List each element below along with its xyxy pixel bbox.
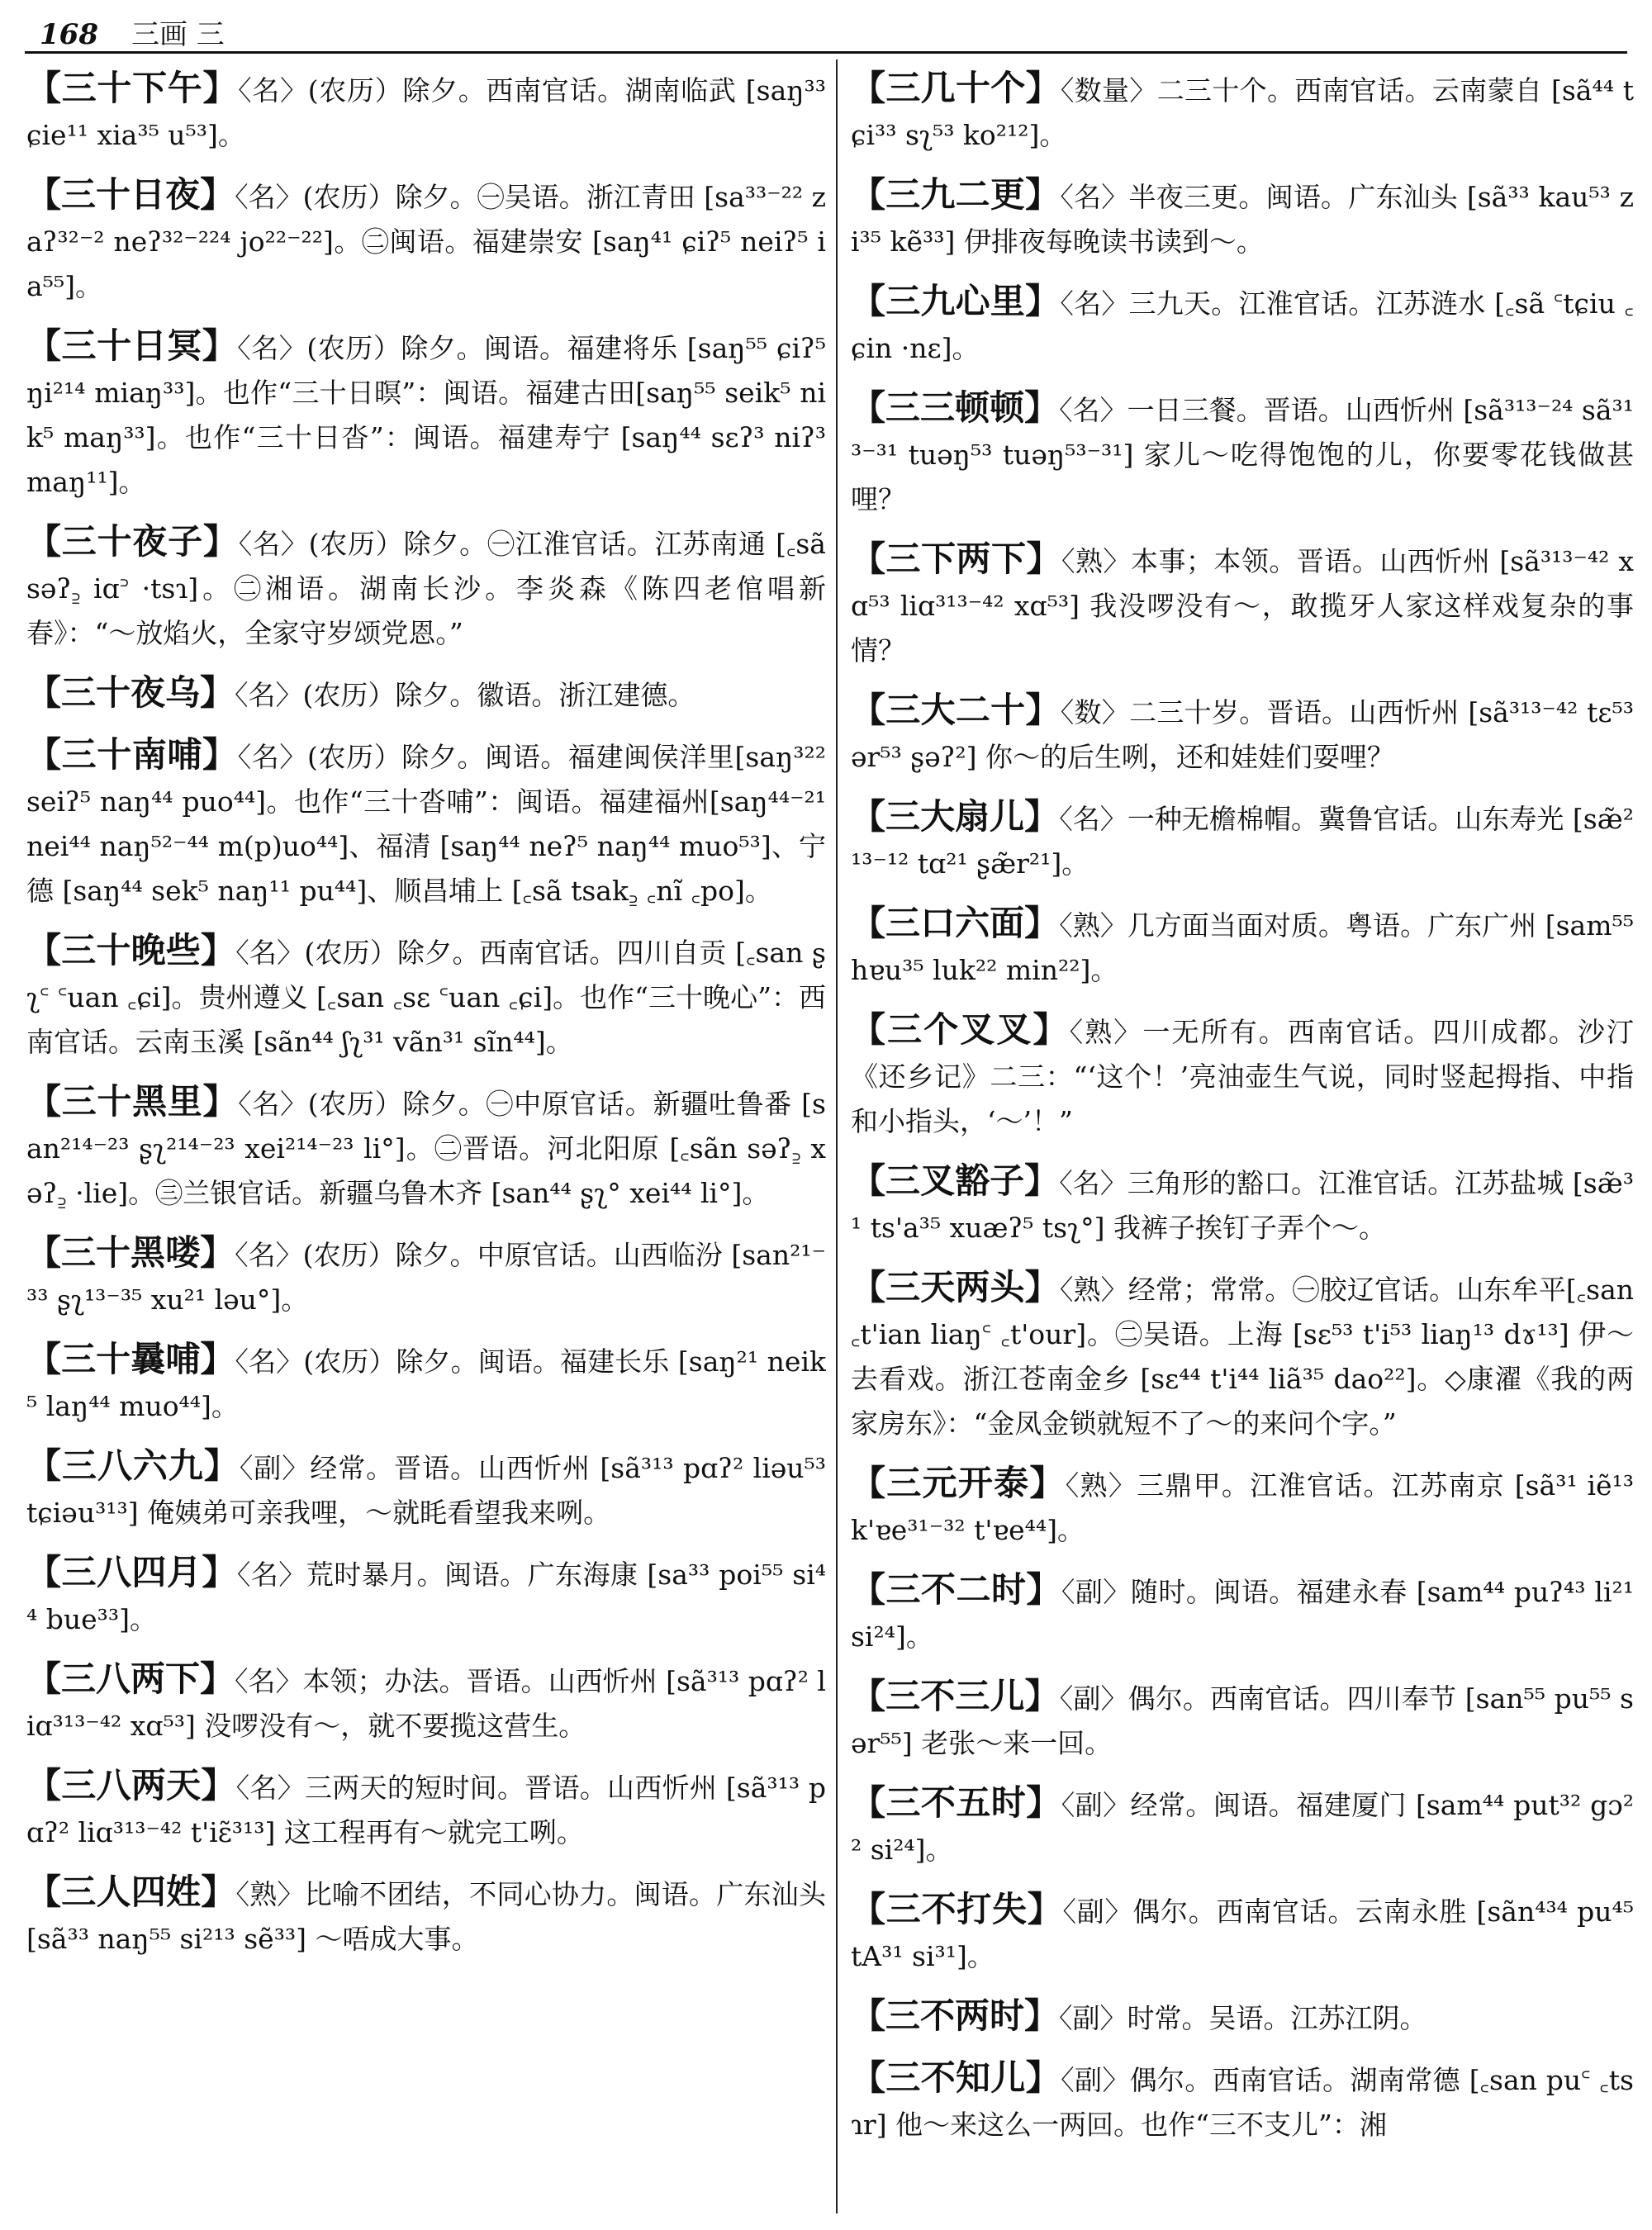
dictionary-entry bbox=[851, 1887, 1634, 1979]
entry-definition: 〈名〉(农历）除夕。㊀中原官话。新疆吐鲁番 [san²¹⁴⁻²³ ʂʅ²¹⁴⁻²³ xei²¹⁴⁻²³ li°]。㊁晋语。河北阳原 [꜀sãn səʔ꜇ xəʔ꜇ ·lie]。㊂兰银官话。新疆乌鲁木齐 [san⁴⁴ ʂʅ° xei⁴⁴ li°]。 bbox=[26, 1088, 826, 1209]
dictionary-entry bbox=[851, 1461, 1634, 1553]
dictionary-entry bbox=[851, 1568, 1634, 1659]
entry-definition: 〈数量〉二三十个。西南官话。云南蒙自 [sã⁴⁴ tɕi³³ sʅ⁵³ ko²¹²]。 bbox=[851, 74, 1634, 151]
entry-definition: 〈名〉(农历）除夕。㊀吴语。浙江青田 [sa³³⁻²² zaʔ³²⁻² neʔ³²⁻²²⁴ jo²²⁻²²]。㊁闽语。福建崇安 [saŋ⁴¹ ɕiʔ⁵ neiʔ⁵ ia⁵⁵]。 bbox=[26, 181, 826, 302]
entry-headword: 【三不打失】 bbox=[851, 1889, 1063, 1929]
entry-definition: 〈名〉(农历）除夕。西南官话。四川自贡 [꜀san ʂʅ꜂ ꜂uan ꜀ɕi]。贵州遵义 [꜀san ꜀sɛ ꜂uan ꜀ɕi]。也作“三十晚心”：西南官话。云南玉溪 [sãn⁴⁴ ʃʅ³¹ vãn³¹ sĩn⁴⁴]。 bbox=[26, 937, 826, 1058]
entry-definition: 〈名〉三角形的豁口。江淮官话。江苏盐城 [sæ̃³¹ ts'a³⁵ xuæʔ⁵ tsʅ°] 我裤子挨钉子弄个～。 bbox=[851, 1167, 1634, 1244]
running-head bbox=[40, 12, 225, 50]
dictionary-entry bbox=[851, 795, 1634, 886]
entry-headword: 【三十日冥】 bbox=[26, 325, 238, 366]
entry-definition: 〈名〉三两天的短时间。晋语。山西忻州 [sã³¹³ pɑʔ² liɑ³¹³⁻⁴² t'iɛ̃³¹³] 这工程再有～就完工咧。 bbox=[26, 1772, 826, 1848]
entry-definition: 〈熟〉几方面当面对质。粤语。广东广州 [sam⁵⁵ hɐu³⁵ luk²² min²²]。 bbox=[851, 909, 1634, 986]
entry-headword: 【三十日夜】 bbox=[26, 174, 235, 215]
entry-headword: 【三不三儿】 bbox=[851, 1676, 1060, 1716]
entry-headword: 【三十黑喽】 bbox=[26, 1232, 235, 1273]
column-divider bbox=[836, 59, 838, 2213]
entry-headword: 【三几十个】 bbox=[851, 68, 1061, 108]
entry-definition: 〈数〉二三十岁。晋语。山西忻州 [sã³¹³⁻⁴² tɛ⁵³ ər⁵³ ʂəʔ²] 你～的后生咧，还和娃娃们耍哩？ bbox=[851, 696, 1634, 773]
entry-definition: 〈名〉(农历）除夕。西南官话。湖南临武 [saŋ³³ ɕie¹¹ xia³⁵ u⁵³]。 bbox=[26, 74, 826, 151]
dictionary-entry bbox=[851, 901, 1634, 993]
entry-definition: 〈副〉经常。闽语。福建厦门 [sam⁴⁴ put³² gɔ²² si²⁴]。 bbox=[851, 1789, 1634, 1866]
entry-headword: 【三十曩哺】 bbox=[26, 1339, 235, 1379]
entry-definition: 〈副〉时常。吴语。江苏江阴。 bbox=[1059, 2002, 1427, 2034]
dictionary-entry bbox=[26, 1763, 826, 1855]
dictionary-entry bbox=[851, 173, 1634, 264]
entry-definition: 〈副〉偶尔。西南官话。云南永胜 [sãn⁴³⁴ pu⁴⁵ tA³¹ si³¹]。 bbox=[851, 1896, 1634, 1972]
dictionary-entry bbox=[26, 66, 826, 158]
dictionary-entry bbox=[26, 1657, 826, 1748]
entry-definition: 〈名〉(农历）除夕。徽语。浙江建德。 bbox=[235, 679, 695, 711]
dictionary-entry bbox=[26, 324, 826, 505]
entry-definition: 〈名〉三九天。江淮官话。江苏涟水 [꜀sã ꜂tɕiu ꜀ɕin ·nɛ]。 bbox=[851, 287, 1634, 364]
dictionary-entry bbox=[26, 1870, 826, 1962]
entry-definition: 〈名〉本领；办法。晋语。山西忻州 [sã³¹³ pɑʔ² liɑ³¹³⁻⁴² xɑ⁵³] 没啰没有～，就不要揽这营生。 bbox=[26, 1665, 826, 1742]
dictionary-entry bbox=[26, 1550, 826, 1642]
dictionary-entry bbox=[851, 1159, 1634, 1250]
entry-definition: 〈熟〉一无所有。西南官话。四川成都。沙汀《还乡记》二三：“‘这个！’亮油壶生气说，同时竖起拇指、中指和小指头，‘～’！” bbox=[851, 1016, 1634, 1137]
entry-definition: 〈名〉(农历）除夕。闽语。福建将乐 [saŋ⁵⁵ ɕiʔ⁵ ŋi²¹⁴ miaŋ³³]。也作“三十日暝”：闽语。福建古田[saŋ⁵⁵ seik⁵ nik⁵ maŋ³³]。也作“三十日沓”：闽语。福建寿宁 [saŋ⁴⁴ sɛʔ³ niʔ³ maŋ¹¹]。 bbox=[26, 332, 826, 498]
entry-headword: 【三八两下】 bbox=[26, 1658, 235, 1699]
entry-headword: 【三十下午】 bbox=[26, 68, 239, 108]
entry-definition: 〈名〉荒时暴月。闽语。广东海康 [sa³³ poi⁵⁵ si⁴⁴ bue³³]。 bbox=[26, 1559, 826, 1635]
entry-headword: 【三天两头】 bbox=[851, 1267, 1060, 1307]
entry-headword: 【三个叉叉】 bbox=[851, 1009, 1070, 1050]
entry-headword: 【三不五时】 bbox=[851, 1782, 1061, 1823]
dictionary-entry bbox=[26, 733, 826, 913]
entry-headword: 【三十黑里】 bbox=[26, 1081, 239, 1122]
entry-definition: 〈名〉半夜三更。闽语。广东汕头 [sã³³ kau⁵³ zi³⁵ kẽ³³] 伊排夜每晚读书读到～。 bbox=[851, 181, 1634, 258]
dictionary-entry bbox=[851, 2056, 1634, 2147]
entry-definition: 〈副〉偶尔。西南官话。四川奉节 [san⁵⁵ pu⁵⁵ sər⁵⁵] 老张～来一回。 bbox=[851, 1682, 1634, 1759]
entry-definition: 〈名〉一种无檐棉帽。冀鲁官话。山东寿光 [sæ̃²¹³⁻¹² tɑ²¹ ʂæ̃r²¹]。 bbox=[851, 803, 1634, 880]
dictionary-entry bbox=[851, 1265, 1634, 1446]
entry-definition: 〈副〉经常。晋语。山西忻州 [sã³¹³ pɑʔ² liəu⁵³ tɕiəu³¹³] 俺姨弟可亲我哩，～就眊看望我来咧。 bbox=[26, 1452, 826, 1529]
entry-definition: 〈副〉随时。闽语。福建永春 [sam⁴⁴ puʔ⁴³ li²¹ si²⁴]。 bbox=[851, 1576, 1634, 1653]
entry-headword: 【三不知儿】 bbox=[851, 2057, 1061, 2098]
dictionary-entry bbox=[851, 688, 1634, 780]
dictionary-entry bbox=[26, 173, 826, 309]
entry-definition: 〈名〉(农历）除夕。闽语。福建长乐 [saŋ²¹ neik⁵ laŋ⁴⁴ muo⁴⁴]。 bbox=[26, 1345, 826, 1422]
entry-headword: 【三八四月】 bbox=[26, 1552, 237, 1592]
dictionary-entry bbox=[851, 1674, 1634, 1766]
entry-definition: 〈名〉(农历）除夕。闽语。福建闽侯洋里[saŋ³²² seiʔ⁵ naŋ⁴⁴ puo⁴⁴]。也作“三十沓哺”：闽语。福建福州[saŋ⁴⁴⁻²¹ nei⁴⁴ naŋ⁵²⁻⁴⁴ m(p)uo⁴⁴]、福清 [saŋ⁴⁴ neʔ⁵ naŋ⁴⁴ muo⁵³]、宁德 [saŋ⁴⁴ sek⁵ naŋ¹¹ pu⁴⁴]、顺昌埔上 [꜀sã tsak꜇ ꜀nĩ ꜀po]。 bbox=[26, 741, 826, 907]
dictionary-entry bbox=[851, 1994, 1634, 2041]
entry-headword: 【三九二更】 bbox=[851, 174, 1061, 215]
entry-definition: 〈熟〉经常；常常。㊀胶辽官话。山东牟平[꜀san ꜀t'ian liaŋ꜂ ꜀t'our]。㊁吴语。上海 [sɛ⁵³ t'i⁵³ liaŋ¹³ dɤ¹³] 伊～去看戏。浙江苍南金乡 [sɛ⁴⁴ t'i⁴⁴ liã³⁵ dao²²]。◇康濯《我的两家房东》：“金凤金锁就短不了～的来问个字。” bbox=[851, 1274, 1634, 1440]
right-column bbox=[851, 66, 1634, 2213]
entry-headword: 【三下两下】 bbox=[851, 539, 1061, 579]
entry-headword: 【三八两天】 bbox=[26, 1765, 236, 1805]
entry-headword: 【三不二时】 bbox=[851, 1569, 1061, 1610]
dictionary-entry bbox=[26, 1337, 826, 1429]
entry-headword: 【三大扇儿】 bbox=[851, 796, 1060, 837]
dictionary-entry bbox=[26, 1231, 826, 1322]
header-rule bbox=[25, 51, 1627, 54]
page-number: 168 bbox=[40, 18, 98, 51]
dictionary-entry bbox=[26, 1444, 826, 1535]
entry-headword: 【三十夜子】 bbox=[26, 521, 239, 562]
entry-headword: 【三十夜乌】 bbox=[26, 672, 235, 713]
entry-headword: 【三不两时】 bbox=[851, 1995, 1060, 2036]
entry-headword: 【三大二十】 bbox=[851, 690, 1061, 730]
entry-headword: 【三八六九】 bbox=[26, 1445, 240, 1486]
dictionary-entry bbox=[851, 1781, 1634, 1872]
entry-headword: 【三九心里】 bbox=[851, 281, 1061, 321]
entry-definition: 〈副〉偶尔。西南官话。湖南常德 [꜀san pu꜂ ꜀tsɿr] 他～来这么一两回。也作“三不支儿”：湘 bbox=[851, 2064, 1634, 2141]
dictionary-entry bbox=[26, 1079, 826, 1216]
entry-headword: 【三人四姓】 bbox=[26, 1872, 236, 1912]
dictionary-entry bbox=[851, 66, 1634, 158]
left-column bbox=[26, 66, 826, 2213]
entry-definition: 〈熟〉比喻不团结，不同心协力。闽语。广东汕头 [sã³³ naŋ⁵⁵ si²¹³ sẽ³³] ～唔成大事。 bbox=[26, 1878, 826, 1955]
dictionary-entry bbox=[26, 671, 826, 718]
entry-headword: 【三十南哺】 bbox=[26, 734, 238, 775]
dictionary-entry bbox=[26, 520, 826, 656]
dictionary-entry bbox=[851, 537, 1634, 673]
entry-definition: 〈名〉一日三餐。晋语。山西忻州 [sã³¹³⁻²⁴ sã³¹³⁻³¹ tuəŋ⁵³ tuəŋ⁵³⁻³¹] 家儿～吃得饱饱的儿，你要零花钱做甚哩？ bbox=[851, 394, 1634, 515]
entry-definition: 〈名〉(农历）除夕。㊀江淮官话。江苏南通 [꜀sã səʔ꜇ iɑ꜄ ·tsɿ]。㊁湘语。湖南长沙。李炎森《陈四老倌唱新春》：“～放焰火，全家守岁颂党恩。” bbox=[26, 528, 826, 649]
dictionary-entry bbox=[26, 928, 826, 1065]
dictionary-entry bbox=[851, 279, 1634, 371]
entry-definition: 〈熟〉三鼎甲。江淮官话。江苏南京 [sã³¹ iẽ¹³ k'ɐe³¹⁻³² t'ɐe⁴⁴]。 bbox=[851, 1469, 1634, 1546]
entry-headword: 【三元开泰】 bbox=[851, 1463, 1066, 1503]
entry-headword: 【三叉豁子】 bbox=[851, 1160, 1060, 1201]
entry-headword: 【三三顿顿】 bbox=[851, 387, 1060, 428]
entry-headword: 【三十晚些】 bbox=[26, 930, 236, 970]
section-title: 三画 三 bbox=[131, 18, 225, 51]
entry-definition: 〈名〉(农历）除夕。中原官话。山西临汾 [san²¹⁻³³ ʂʅ¹³⁻³⁵ xu²¹ ləu°]。 bbox=[26, 1239, 826, 1316]
entry-definition: 〈熟〉本事；本领。晋语。山西忻州 [sã³¹³⁻⁴² xɑ⁵³ liɑ³¹³⁻⁴² xɑ⁵³] 我没啰没有～，敢揽牙人家这样戏复杂的事情？ bbox=[851, 545, 1634, 667]
dictionary-entry bbox=[851, 1008, 1634, 1144]
dictionary-entry bbox=[851, 386, 1634, 522]
entry-headword: 【三口六面】 bbox=[851, 903, 1060, 943]
